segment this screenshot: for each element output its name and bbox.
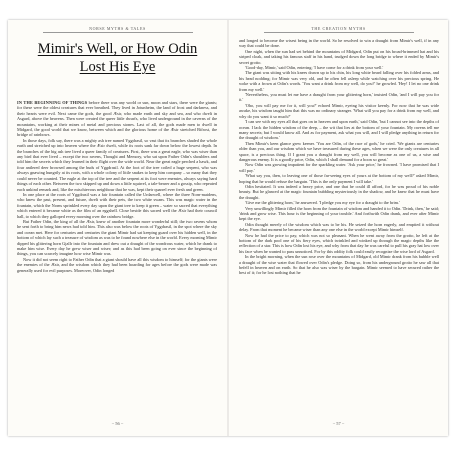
right-paragraph: 'Good-day, Mimir,' said Odin, entering; 'I have come for a drink from your well.' — [245, 65, 384, 71]
right-paragraph: 'Oho, you will pay me for it, will you?' echoed Mimir, eyeing his visitor keenly. For now that he was wide awake, his wisdom taught him that this was no ordinary stranger. 'What will you pay for a drink from my well, and why do you want it so much?' — [239, 102, 439, 119]
right-paragraph: and longed to become the wisest being in the world. So he resolved to win a draught from Mimir's well, if in any way that could be done. — [239, 38, 439, 49]
chapter-title-line-1: Mimir's Well, or How Odin — [37, 41, 198, 57]
right-paragraph: Now Odin was growing impatient for the sparkling water. 'Ask your price,' he frowned. 'I have promised that I will pay.' — [239, 162, 439, 173]
left-paragraph: But Father Odin, the king of all the Æsir, knew of another fountain more wonderful still; the two ravens whom he sent forth to bring him news had told him. This also was below the roots of Yggdrasil, in the spot where the sky and ocean met. Here for centuries and centuries the giant Mimir had sat keeping guard over his hidden well, in the bottom of which lay such a treasure of wisdom as was to be found nowhere else in the world. Every morning Mimir dipped his glittering horn Gjallr into the fountain and drew out a draught of the wondrous water, which he drank to make him wise. Every day he grew wiser and wiser; and as this had been going on ever since the beginning of things, you can scarcely imagine how wise Mimir was. — [17, 218, 217, 257]
folio-ornament: ~ — [111, 421, 115, 426]
left-paragraph-body: before there was any world or sun, moon and stars, there were the giants; for these were the oldest creatures that ever breathed. They lived in Jotunheim, the land of frost and darkness, and their hearts were evil. Next came the gods, the good Æsir, who made earth and sky and sea, and who dwelt in Asgard, above the heavens. Then were created the queer little dwarfs, who lived underground in the caverns of the mountains, working at their mines of metal and precious stones. Last of all, the gods made men to dwell in Midgard, the good world that we know, between which and the glorious home of the Æsir stretched Bifrost, the bridge of rainbows. — [17, 100, 217, 138]
folio-ornament: ~ — [341, 421, 345, 426]
right-page — [229, 20, 448, 436]
right-paragraph: In the bright morning, when the sun rose over the mountains of Midgard, old Mimir drank from his bubble well a draught of the wise water that flowed over Odin's pledge. Doing so, from his underground grotto he saw all that befell in heaven and on earth. So that he also was wiser by the bargain. Mimir seemed to have secured rather the best of it; for he lost nothing that he — [239, 254, 439, 276]
right-paragraph: Now he had the price to pay, which was not so pleasant. When he went away from the grotto, he left at the bottom of the dark pool one of his fiery eyes, which twinkled and winked up through the magic depths like the reflection of a star. This is how Odin lost his eye, and why from that day he was careful to pull his gray hat low over his face when he wanted to pass unnoticed. For by this oddity folk could easily recognize the wise lord of Asgard. — [239, 232, 439, 254]
book-spread — [8, 20, 448, 436]
left-paragraph: In those days, folk say, there was a mighty ash tree named Yggdrasil, so vast that its branches shaded the whole earth and stretched up into heaven where the Æsir dwelt, while its roots sank far down below the lowest depth. In the branches of the big ash tree lived a queer family of creatures. First, there was a great eagle, who was wiser than any bird that ever lived – except the two ravens, Thought and Memory, who sat upon Father Odin's shoulders and told him the secrets which they learned in their flight over the wide world. Near the great eagle perched a hawk, and four antlered deer browsed among the buds of Yggdrasil. At the foot of the tree coiled a huge serpent, who was always gnawing hungrily at its roots, with a whole colony of little snakes to keep him company – so many that they could never be counted. The eagle at the top of the tree and the serpent at its foot were enemies, always saying hard things of each other. Between the two skipped up and down a little squirrel, a tale-bearer and a gossip, who repeated each unkind remark and, like the mischievous neighbour that he was, kept their quarrel ever fresh and green. — [17, 137, 217, 192]
left-page — [8, 20, 227, 436]
left-paragraph: In one place at the roots of Yggdrasil was a fair fountain called the Urdarwell, where the three Norn-maidens, who knew the past, present, and future, dwelt with their pets, the two white swans. This was magic water in the fountain, which the Norns sprinkled every day upon the giant tree to keep it green – water so sacred that everything which entered it became white as the film of an eggshell. Close beside this sacred well the Æsir had their council hall, to which they galloped every morning over the rainbow bridge. — [17, 191, 217, 219]
lead-in: IN THE BEGINNING OF THINGS — [17, 100, 88, 105]
right-page-number-text: 57 — [336, 421, 341, 426]
left-paragraph: Now it did not seem right to Father Odin that a giant should have all this wisdom to himself; for the giants were the enemies of the Æsir, and the wisdom which they had been hoarding for ages before the gods were made was generally used for evil purposes. Moreover, Odin longed — [17, 256, 217, 273]
right-paragraph: Very unwillingly Mimir filled the horn from the fountain of wisdom and handed it to Odin. 'Drink, then,' he said; 'drink and grow wise. This hour is the beginning of your trouble.' And forthwith Odin drank, and ever after Mimir kept the eye. — [239, 205, 439, 222]
right-paragraph: The giant was sitting with his knees drawn up to his chin, his long white beard falling over his folded arms, and his head nodding; for Mimir was very old, and he often fell asleep while watching over his precious spring. He woke with a frown at Odin's words. 'You want a drink from my well, do you?' he growled. 'Hey! I let no one drink from my well.' — [239, 70, 439, 92]
right-paragraph: Odin thought merely of the wisdom which was to be his. He seized the horn eagerly, and emptied it without delay. From that moment he became wiser than any one else in the world except Mimir himself. — [239, 221, 439, 233]
left-page-number — [8, 421, 227, 426]
left-running-head — [8, 26, 227, 33]
left-running-head-text: NORSE MYTHS & TALES — [89, 26, 146, 31]
right-paragraph: 'I can see with my eyes all that goes on in heaven and upon earth,' said Odin, 'but I cannot see into the depths of ocean. I lack the hidden wisdom of the deep, – the wit that lies at the bottom of your fountain. My ravens tell me many secrets; but I would know all. And as for payment, ask what you will, and I will pledge anything in return for the draught of wisdom.' — [239, 119, 439, 141]
folio-ornament: ~ — [332, 421, 336, 426]
right-paragraph: 'Give me the glittering horn,' he answered. 'I pledge you my eye for a draught to the brim.' — [245, 200, 400, 206]
right-paragraph: Then Mimir's keen glance grew keener. 'You are Odin, of the race of gods,' he cried. 'We giants are centuries older than you, and our wisdom which we have treasured during these ages, when we were the only creatures in all space, is a precious thing. If I grant you a draught from my well, you will become as one of us, a wise and dangerous enemy. It is a goodly price, Odin, which I shall demand for a boon so great.' — [239, 140, 439, 162]
right-paragraph: One night, when the sun had set behind the mountains of Midgard, Odin put on his broad-brimmed hat and his striped cloak, and taking his famous staff in his hand, trudged down the long bridge to where it ended by Mimir's secret grotto. — [239, 48, 439, 65]
running-head-rule — [264, 32, 414, 33]
right-paragraph: Odin hesitated. It was indeed a heavy price, and one that he could ill afford, for he was proud of his noble beauty. But he glanced at the magic fountain bubbling mysteriously in the shadow, and he knew that he must have the draught. — [239, 183, 439, 200]
left-page-number-text: 56 — [115, 421, 120, 426]
left-page-text — [17, 100, 217, 400]
right-paragraph: 'What say you, then, to leaving one of those far-seeing eyes of yours at the bottom of my well?' asked Mimir, hoping that he would refuse the bargain. 'This is the only payment I will take.' — [239, 173, 439, 184]
right-running-head-text: THE CREATION MYTHS — [311, 26, 366, 31]
right-paragraph: 'Nevertheless, you must let me have a draught from your glittering horn,' insisted Odin, 'and I will pay you for it.' — [239, 92, 439, 103]
chapter-title — [24, 40, 211, 76]
folio-ornament: ~ — [120, 421, 124, 426]
left-paragraph — [17, 100, 217, 138]
right-running-head — [229, 26, 448, 33]
right-page-text — [239, 38, 439, 400]
chapter-title-line-2: Lost His Eye — [79, 59, 156, 75]
right-page-number — [229, 421, 448, 426]
running-head-rule — [43, 32, 193, 33]
